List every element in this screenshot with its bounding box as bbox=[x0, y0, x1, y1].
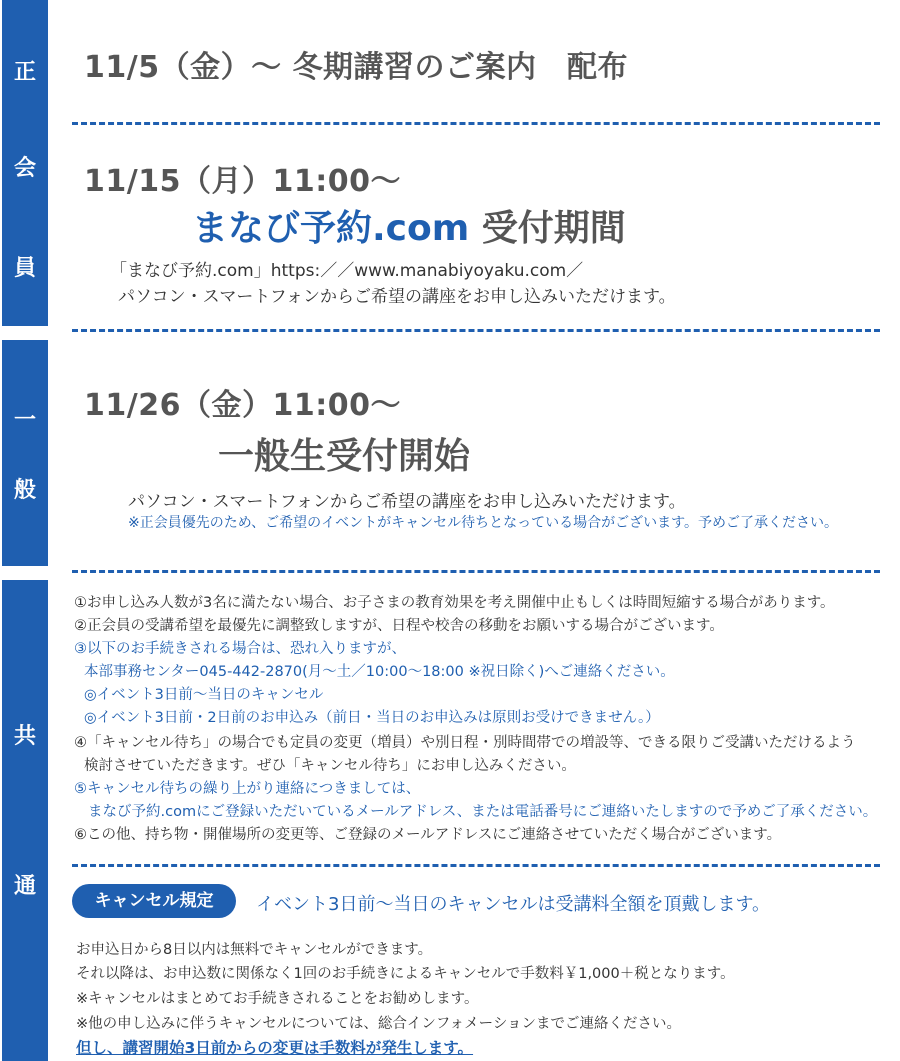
sidebar-member bbox=[2, 0, 48, 326]
notice-item-6: ⑥この他、持ち物・開催場所の変更等、ご登録のメールアドレスにご連絡させていただく場合がございます。 bbox=[74, 827, 782, 843]
member-booking-desc: パソコン・スマートフォンからご希望の講座をお申し込みいただけます。 bbox=[118, 287, 676, 307]
cancel-policy-line-2: それ以降は、お申込数に関係なく1回のお手続きによるキャンセルで手数料￥1,000＋税となります。 bbox=[76, 966, 735, 982]
sidebar-member-char-2: 会 bbox=[13, 156, 36, 181]
divider bbox=[72, 122, 880, 125]
cancel-policy-warning: 但し、講習開始3日前からの変更は手数料が発生します。 bbox=[76, 1039, 474, 1057]
sidebar-common bbox=[2, 580, 48, 1061]
member-booking-title bbox=[192, 200, 626, 251]
cancel-policy-line-4: ※他の申し込みに伴うキャンセルについては、総合インフォメーションまでご連絡ください。 bbox=[76, 1016, 682, 1032]
booking-site-name: まなび予約.com bbox=[192, 208, 470, 249]
cancel-policy-badge: キャンセル規定 bbox=[72, 884, 236, 918]
notice-item-3-contact: 本部事務センター045-442-2870(月～土／10:00～18:00 ※祝日除く)へご連絡ください。 bbox=[84, 664, 675, 680]
notice-item-3: ③以下のお手続きされる場合は、恐れ入りますが、 bbox=[74, 641, 406, 657]
general-booking-note: ※正会員優先のため、ご希望のイベントがキャンセル待ちとなっている場合がございます。予めご了承ください。 bbox=[128, 515, 839, 531]
general-booking-date: 11/26（金）11:00～ bbox=[84, 388, 401, 423]
notice-item-2: ②正会員の受講希望を最優先に調整致しますが、日程や校舎の移動をお願いする場合がございます。 bbox=[74, 618, 724, 634]
divider bbox=[72, 570, 880, 573]
sidebar-common-char-1: 共 bbox=[13, 724, 36, 749]
sidebar-general-char-2: 般 bbox=[13, 478, 36, 503]
sidebar-member-char-3: 員 bbox=[13, 256, 36, 281]
notice-item-5-cont: まなび予約.comにご登録いただいているメールアドレス、または電話番号にご連絡いたしますので予めご了承ください。 bbox=[88, 804, 878, 820]
cancel-policy-line-1: お申込日から8日以内は無料でキャンセルができます。 bbox=[76, 942, 433, 958]
booking-url[interactable]: 「まなび予約.com」https:／／www.manabiyoyaku.com／ bbox=[110, 261, 584, 281]
sidebar-general-char-1: 一 bbox=[13, 408, 36, 433]
booking-period-label: 受付期間 bbox=[469, 208, 626, 249]
cancel-policy-line-3: ※キャンセルはまとめてお手続きされることをお勧めします。 bbox=[76, 991, 479, 1007]
notice-item-3-case-2: ◎イベント3日前・2日前のお申込み（前日・当日のお申込みは原則お受けできません。） bbox=[84, 710, 660, 726]
member-booking-date: 11/15（月）11:00～ bbox=[84, 164, 401, 199]
notice-item-4: ④「キャンセル待ち」の場合でも定員の変更（増員）や別日程・別時間帯での増設等、できる限りご受講いただけるよう bbox=[74, 735, 856, 751]
sidebar-member-char-1: 正 bbox=[13, 60, 36, 85]
notice-item-3-case-1: ◎イベント3日前～当日のキャンセル bbox=[84, 687, 324, 703]
general-booking-title: 一般生受付開始 bbox=[218, 436, 471, 477]
notice-item-4-cont: 検討させていただきます。ぜひ「キャンセル待ち」にお申し込みください。 bbox=[84, 758, 576, 774]
sidebar-common-char-2: 通 bbox=[13, 874, 36, 899]
notice-item-1: ①お申し込み人数が3名に満たない場合、お子さまの教育効果を考え開催中止もしくは時間短縮する場合があります。 bbox=[74, 595, 835, 611]
cancel-policy-headline: イベント3日前～当日のキャンセルは受講料全額を頂戴します。 bbox=[256, 894, 771, 915]
member-distribution-line: 11/5（金）～ 冬期講習のご案内 配布 bbox=[84, 50, 629, 85]
sidebar-general bbox=[2, 340, 48, 566]
general-booking-desc: パソコン・スマートフォンからご希望の講座をお申し込みいただけます。 bbox=[128, 492, 686, 512]
divider bbox=[72, 864, 880, 867]
divider bbox=[72, 329, 880, 332]
notice-item-5: ⑤キャンセル待ちの繰り上がり連絡につきましては、 bbox=[74, 781, 421, 797]
